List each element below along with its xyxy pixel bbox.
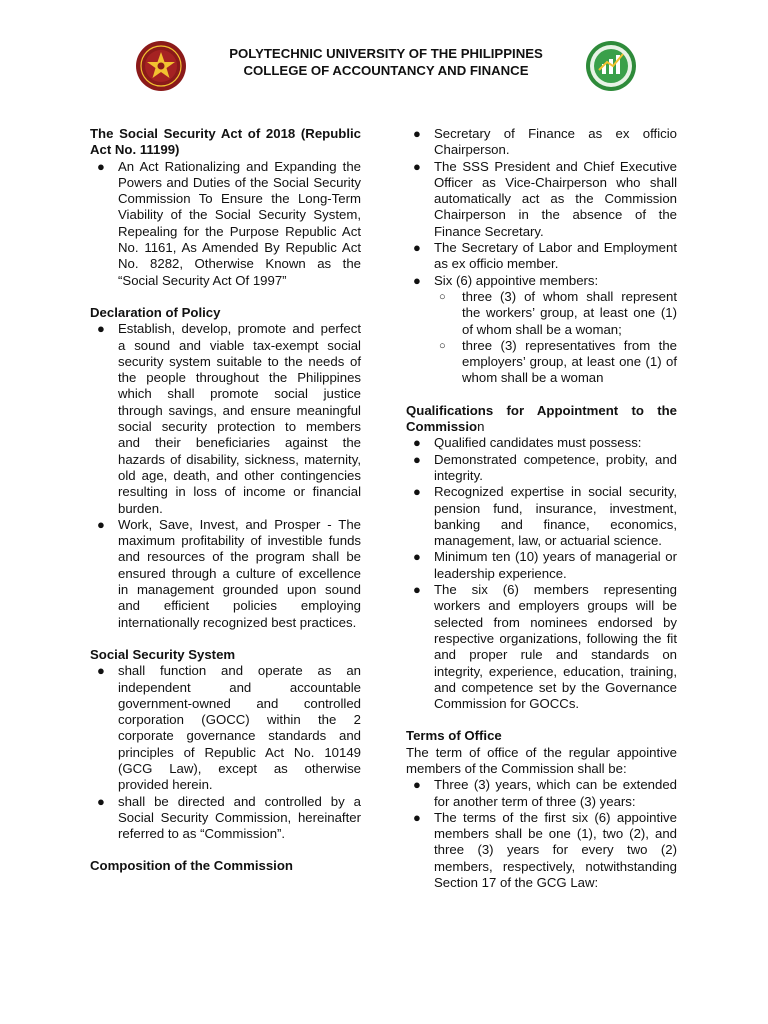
bullet-icon: ● [97,793,105,809]
section-title: Composition of the Commission [90,858,293,874]
section-declaration-of-policy [90,305,361,631]
left-column [90,126,361,891]
bullet-icon: ● [413,158,421,174]
section-title: Declaration of Policy [90,304,221,320]
list-item: ● Establish, develop, promote and perfect a sound and viable tax-exempt social security system suitable to the needs of the people throughout the Philippines which shall promote social justice through savings, and ensure meaningful social security protection to members and their beneficiaries against the hazards of disability, sickness, maternity, old age, death, and other contingencies resulting in loss of income or financial burden. [97,321,361,516]
bullet-icon: ● [413,240,421,256]
bullet-icon: ● [413,484,421,500]
caf-seal-icon [585,40,637,92]
bullet-icon: ● [413,451,421,467]
section-composition [90,858,361,874]
list-item: ● shall be directed and controlled by a Social Security Commission, hereinafter referred to as “Commission”. [97,793,361,842]
header-title [200,46,572,79]
bullet-icon: ● [413,272,421,288]
section-social-security-system [90,647,361,843]
university-name: POLYTECHNIC UNIVERSITY OF THE PHILIPPINES [229,46,543,61]
list-item: ● Qualified candidates must possess: [413,435,642,451]
sub-list [406,289,677,387]
section-title: Social Security System [90,646,236,662]
bullet-icon: ● [413,582,421,598]
list-item: ● The SSS President and Chief Executive Officer as Vice-Chairperson who shall automatically act as the Commission Chairperson in the absence of the Finance Secretary. [413,158,677,239]
bullet-icon: ● [413,549,421,565]
list-item: ● Demonstrated competence, probity, and integrity. [413,451,677,483]
section-intro: The term of office of the regular appointive members of the Commission shall be: [406,744,677,776]
list-item: ● Three (3) years, which can be extended for another term of three (3) years: [413,777,677,809]
list-item: ● Minimum ten (10) years of managerial or leadership experience. [413,549,677,581]
document-header [0,40,768,96]
bullet-icon: ● [97,158,105,174]
sub-list-item: ○ three (3) of whom shall represent the workers’ group, at least one (1) of whom shall be a woman; [439,288,677,337]
list-item: ● shall function and operate as an independent and accountable government-owned and controlled corporation (GOCC) within the 2 corporate governance standards and principles of Republic Act No. 10149 (GCG Law), except as otherwise provided herein. [97,663,361,793]
list-item: ● The six (6) members representing workers and employers groups will be selected from nominees endorsed by respective organizations, following the fit and proper rule and standards on integrity, experience, education, training, and competence set by the Governance Commission for GOCCs. [413,582,677,712]
bullet-icon: ● [97,321,105,337]
list-item: ● Recognized expertise in social security, pension fund, insurance, investment, banking and finance, economics, management, law, or actuarial science. [413,484,677,549]
list-item: ● Six (6) appointive members: [413,272,599,288]
list-item: ● The Secretary of Labor and Employment as ex officio member. [413,240,677,272]
section-title: Terms of Office [406,728,502,744]
section-title: The Social Security Act of 2018 (Republic Act No. 11199) [90,126,361,158]
sub-list-item: ○ three (3) representatives from the employers’ group, at least one (1) of whom shall be a woman [439,337,677,386]
college-name: COLLEGE OF ACCOUNTANCY AND FINANCE [243,62,529,78]
list-item: ● Work, Save, Invest, and Prosper - The maximum profitability of investible funds and resources of the program shall be ensured through a culture of excellence in management grounded upon sound and efficient policies employing internationally recognized best practices. [97,516,361,630]
bullet-icon: ● [413,809,421,825]
bullet-icon: ● [97,663,105,679]
bullet-icon: ● [413,435,421,451]
section-terms-of-office [406,728,677,891]
hollow-bullet-icon: ○ [439,290,446,303]
list-item: ● Secretary of Finance as ex officio Chairperson. [413,126,677,158]
right-column [406,126,677,907]
bullet-icon: ● [97,516,105,532]
section-social-security-act [90,126,361,289]
list-item: ● The terms of the first six (6) appointive members shall be one (1), two (2), and three (3) years for every two (2) members, respectively, notwithstanding Section 17 of the GCG Law: [413,809,677,891]
bullet-icon: ● [413,777,421,793]
bullet-icon: ● [413,126,421,141]
section-qualifications [406,403,677,713]
list-item: ● An Act Rationalizing and Expanding the Powers and Duties of the Social Security Commission To Ensure the Long-Term Viability of the Social Security System, Repealing for the Purpose Republic Act No. 1161, As Amended By Republic Act No. 8282, Otherwise Known as the “Social Security Act Of 1997” [97,158,361,288]
section-composition-continued [406,126,677,387]
section-title: Qualifications for Appointment to the Commission [406,402,677,435]
hollow-bullet-icon: ○ [439,339,446,352]
pup-seal-icon [135,40,187,92]
